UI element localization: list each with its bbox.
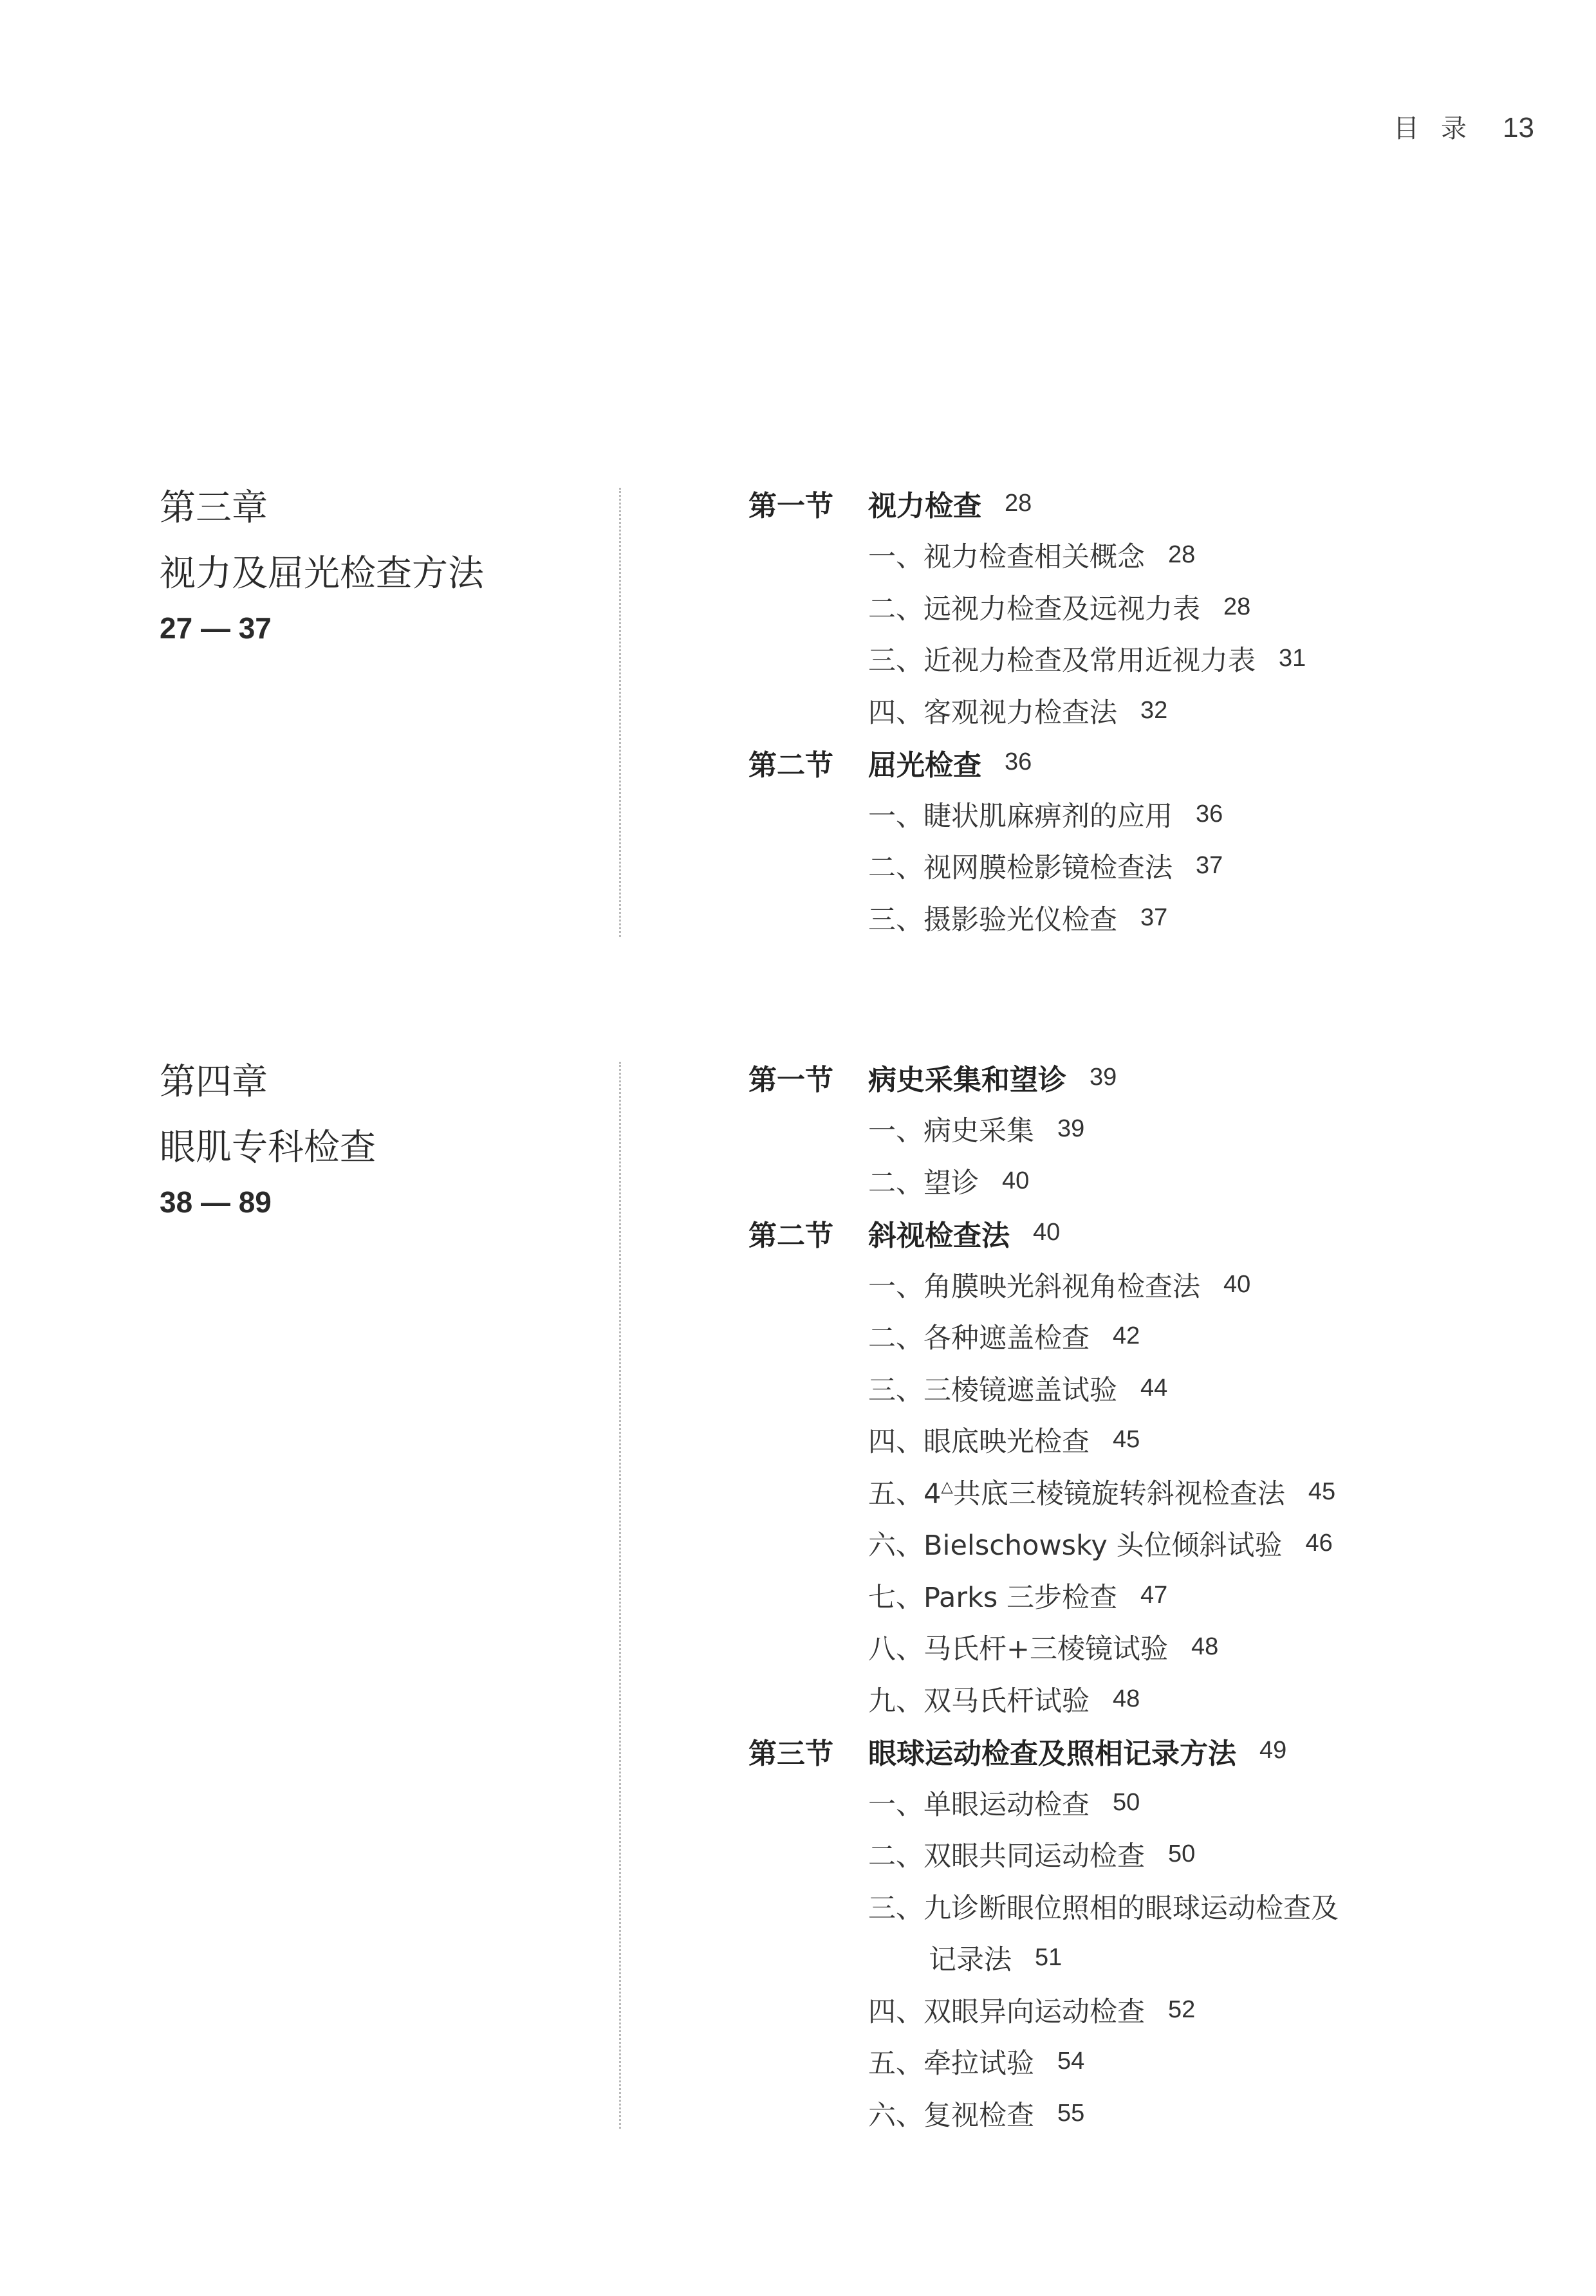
toc-item[interactable]: [748, 1414, 1489, 1467]
item-page: 46: [1305, 1530, 1333, 1557]
item-title: 双眼异向运动检查: [923, 1995, 1145, 2028]
item-title: 单眼运动检查: [923, 1788, 1090, 1821]
toc-item[interactable]: [748, 1362, 1489, 1414]
item-title: 双眼共同运动检查: [923, 1840, 1145, 1873]
toc-item[interactable]: [748, 2088, 1489, 2140]
item-ordinal: 七、: [868, 1581, 923, 1614]
item-page: 42: [1113, 1322, 1140, 1350]
item-page: 31: [1279, 645, 1306, 672]
toc-item[interactable]: [748, 1777, 1489, 1829]
item-page: 55: [1057, 2099, 1085, 2127]
toc-section[interactable]: [748, 1051, 1489, 1104]
section-title: 屈光检查: [868, 748, 981, 782]
toc-item[interactable]: [748, 892, 1489, 944]
toc-item[interactable]: [748, 633, 1489, 685]
toc-item-continuation[interactable]: [748, 1932, 1489, 1985]
toc-item[interactable]: [748, 1259, 1489, 1311]
item-title: 病史采集: [923, 1115, 1034, 1148]
section-title: 眼球运动检查及照相记录方法: [868, 1737, 1236, 1770]
toc-item[interactable]: [748, 1829, 1489, 1881]
item-title: 摄影验光仪检查: [923, 903, 1117, 936]
section-page: 28: [1005, 489, 1032, 517]
item-page: 45: [1113, 1426, 1140, 1454]
chapter-block: [0, 1051, 1596, 2133]
item-title: 九诊断眼位照相的眼球运动检查及: [923, 1892, 1339, 1925]
item-ordinal: 二、: [868, 852, 923, 885]
item-ordinal: 六、: [868, 2099, 923, 2132]
item-ordinal: 六、: [868, 1530, 923, 1562]
item-ordinal: 一、: [868, 800, 923, 833]
section-page: 36: [1005, 748, 1032, 776]
item-page: 28: [1168, 541, 1196, 569]
toc-item[interactable]: [748, 1518, 1489, 1570]
section-page: 49: [1259, 1737, 1287, 1764]
chapter-title: 眼肌专科检查: [160, 1127, 376, 1169]
chapter-toc: [748, 477, 1489, 944]
item-page: 51: [1035, 1944, 1062, 1972]
item-page: 28: [1223, 593, 1251, 620]
chapter-heading: [160, 484, 584, 647]
chapter-title: 视力及屈光检查方法: [160, 553, 484, 595]
toc-item[interactable]: [748, 1673, 1489, 1725]
toc-section[interactable]: [748, 477, 1489, 530]
toc-section[interactable]: [748, 1725, 1489, 1777]
item-title: 三棱镜遮盖试验: [923, 1374, 1117, 1407]
dotted-divider: [619, 1062, 621, 2129]
item-ordinal: 五、: [868, 1477, 923, 1510]
toc-item[interactable]: [748, 1311, 1489, 1363]
section-label: 第一节: [748, 1064, 833, 1097]
item-page: 36: [1196, 800, 1223, 828]
item-ordinal: 三、: [868, 903, 923, 936]
item-title: 复视检查: [923, 2099, 1034, 2132]
item-ordinal: 三、: [868, 1892, 923, 1925]
item-title: 客观视力检查法: [923, 696, 1117, 729]
item-title: 马氏杆+三棱镜试验: [923, 1633, 1169, 1666]
item-page: 32: [1140, 696, 1168, 724]
item-page: 54: [1057, 2048, 1085, 2075]
toc-section[interactable]: [748, 1207, 1489, 1259]
item-ordinal: 一、: [868, 541, 923, 574]
item-page: 47: [1140, 1581, 1168, 1609]
item-ordinal: 九、: [868, 1685, 923, 1717]
item-page: 50: [1168, 1840, 1196, 1868]
section-page: 39: [1090, 1063, 1117, 1091]
prism-diopter-symbol: △: [941, 1477, 953, 1495]
toc-item[interactable]: [748, 581, 1489, 633]
item-title: 近视力检查及常用近视力表: [923, 645, 1256, 678]
item-page: 37: [1196, 852, 1223, 880]
section-title: 病史采集和望诊: [868, 1064, 1066, 1097]
item-ordinal: 八、: [868, 1633, 923, 1666]
item-ordinal: 三、: [868, 645, 923, 678]
item-title: 望诊: [923, 1167, 979, 1199]
item-ordinal: 二、: [868, 1322, 923, 1355]
section-page: 40: [1033, 1219, 1061, 1246]
item-page: 52: [1168, 1995, 1196, 2023]
item-title: 视网膜检影镜检查法: [923, 852, 1173, 885]
item-ordinal: 四、: [868, 696, 923, 729]
toc-item[interactable]: [748, 840, 1489, 893]
item-ordinal: 二、: [868, 1167, 923, 1199]
item-page: 45: [1308, 1477, 1336, 1505]
item-ordinal: 一、: [868, 1115, 923, 1148]
item-title: 视力检查相关概念: [923, 541, 1145, 574]
item-ordinal: 四、: [868, 1426, 923, 1459]
item-page: 40: [1223, 1270, 1251, 1298]
item-ordinal: 四、: [868, 1995, 923, 2028]
running-header-title: 目录: [1393, 114, 1489, 144]
item-ordinal: 三、: [868, 1374, 923, 1407]
item-page: 39: [1057, 1115, 1085, 1143]
section-label: 第一节: [748, 490, 833, 523]
section-label: 第三节: [748, 1737, 833, 1770]
chapter-heading: [160, 1058, 584, 1221]
item-title: Bielschowsky 头位倾斜试验: [923, 1530, 1283, 1562]
toc-item[interactable]: [748, 1569, 1489, 1622]
toc-item[interactable]: [748, 685, 1489, 737]
item-page: 40: [1002, 1167, 1030, 1194]
section-title: 视力检查: [868, 490, 981, 523]
page-number: 13: [1503, 112, 1534, 144]
chapter-page-range: 38 — 89: [160, 1185, 272, 1219]
item-title: 各种遮盖检查: [923, 1322, 1090, 1355]
section-label: 第二节: [748, 748, 833, 782]
item-title: 双马氏杆试验: [923, 1685, 1090, 1717]
item-page: 48: [1191, 1633, 1219, 1661]
chapter-page-range: 27 — 37: [160, 611, 272, 645]
toc-item[interactable]: [748, 1984, 1489, 2036]
toc-item[interactable]: [748, 1622, 1489, 1674]
item-ordinal: 一、: [868, 1788, 923, 1821]
item-page: 44: [1140, 1374, 1168, 1402]
item-title: 远视力检查及远视力表: [923, 593, 1200, 625]
item-page: 37: [1140, 903, 1168, 931]
item-title-continuation: 记录法: [929, 1944, 1012, 1977]
toc-item[interactable]: [748, 2036, 1489, 2088]
running-header: [1393, 108, 1534, 145]
item-page: 48: [1113, 1685, 1140, 1712]
toc-item[interactable]: [748, 1155, 1489, 1207]
item-title: 睫状肌麻痹剂的应用: [923, 800, 1173, 833]
item-title: 眼底映光检查: [923, 1426, 1090, 1459]
chapter-block: [0, 477, 1596, 941]
chapter-number: 第三章: [160, 487, 268, 529]
chapter-number: 第四章: [160, 1061, 268, 1103]
item-ordinal: 一、: [868, 1270, 923, 1303]
toc-item[interactable]: [748, 530, 1489, 582]
item-title: 牵拉试验: [923, 2048, 1034, 2080]
item-title: [923, 1472, 1285, 1512]
toc-section[interactable]: [748, 737, 1489, 789]
dotted-divider: [619, 488, 621, 937]
section-label: 第二节: [748, 1219, 833, 1252]
item-ordinal: 二、: [868, 1840, 923, 1873]
item-title: 角膜映光斜视角检查法: [923, 1270, 1200, 1303]
item-title: Parks 三步检查: [923, 1581, 1117, 1614]
item-ordinal: 二、: [868, 593, 923, 625]
toc-item[interactable]: [748, 788, 1489, 840]
chapter-toc: [748, 1051, 1489, 2140]
section-title: 斜视检查法: [868, 1219, 1010, 1252]
toc-item[interactable]: [748, 1104, 1489, 1156]
item-ordinal: 五、: [868, 2048, 923, 2080]
prism-diopter-value: 4: [923, 1477, 942, 1510]
toc-item[interactable]: [748, 1880, 1489, 1932]
item-title-text: 共底三棱镜旋转斜视检查法: [952, 1477, 1285, 1510]
toc-item[interactable]: [748, 1466, 1489, 1518]
item-page: 50: [1113, 1788, 1140, 1816]
